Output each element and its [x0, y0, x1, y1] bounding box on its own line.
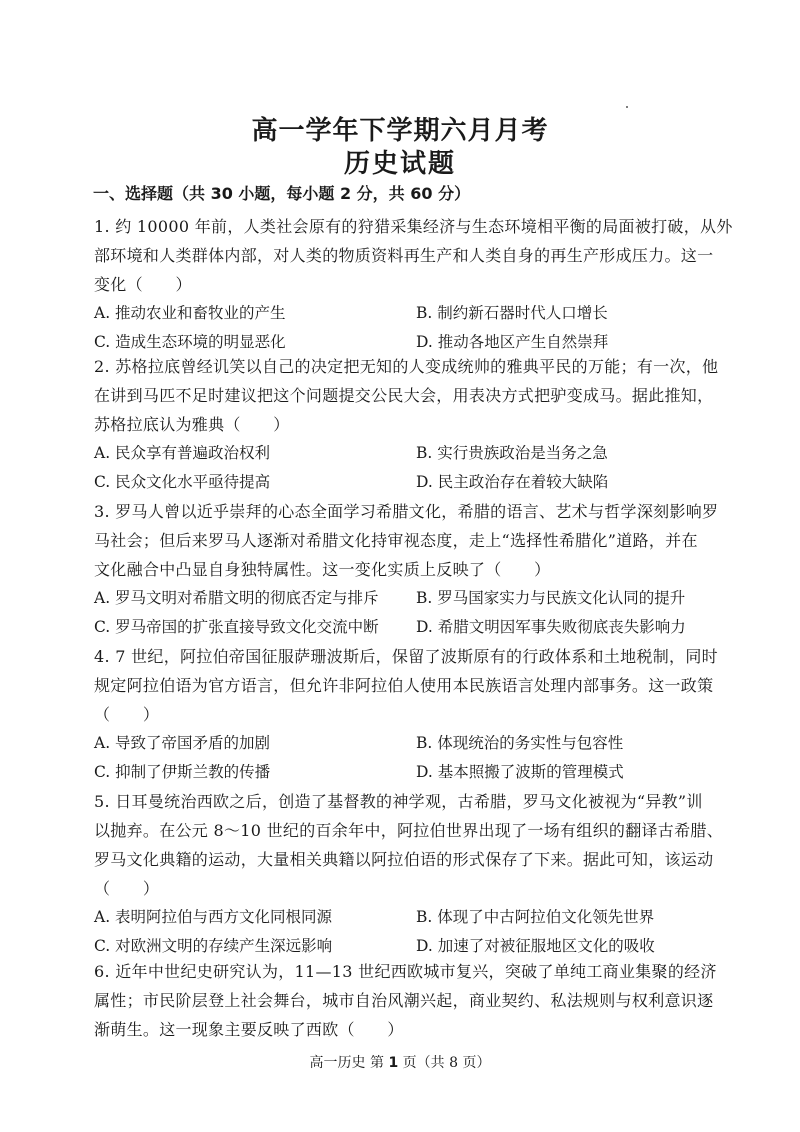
option-c: C. 罗马帝国的扩张直接导致文化交流中断 [94, 618, 379, 636]
stem-line: 马社会；但后来罗马人逐渐对希腊文化持审视态度，走上“选择性希腊化”道路，并在 [94, 531, 698, 550]
question-5 [94, 787, 724, 961]
stem-line: 2. 苏格拉底曾经讥笑以自己的决定把无知的人变成统帅的雅典平民的万能；有一次，他 [94, 357, 719, 376]
stem-line: 以抛弃。在公元 8～10 世纪的百余年中，阿拉伯世界出现了一场有组织的翻译古希腊、 [94, 821, 724, 840]
option-a: A. 罗马文明对希腊文明的彻底否定与排斥 [94, 589, 379, 607]
question-stem [94, 787, 724, 903]
question-stem [94, 352, 719, 439]
stem-line: 渐萌生。这一现象主要反映了西欧（ ） [94, 1020, 404, 1039]
footer-middle: 页（共 [398, 1055, 450, 1071]
option-c: C. 抑制了伊斯兰教的传播 [94, 763, 271, 781]
section-heading: 一、选择题（共 30 小题，每小题 2 分，共 60 分） [93, 184, 471, 203]
stem-line: （ ） [94, 705, 160, 724]
option-d: D. 希腊文明因军事失败彻底丧失影响力 [416, 618, 686, 636]
option-b: B. 制约新石器时代人口增长 [416, 304, 608, 322]
exam-subject: 历史试题 [343, 149, 456, 179]
option-b: B. 实行贵族政治是当务之急 [416, 444, 608, 462]
page-footer [0, 1054, 800, 1072]
footer-suffix: 页） [458, 1055, 491, 1071]
page-total: 8 [449, 1055, 459, 1071]
option-d: D. 基本照搬了波斯的管理模式 [416, 763, 624, 781]
stem-line: 苏格拉底认为雅典（ ） [94, 415, 290, 434]
option-c: C. 造成生态环境的明显恶化 [94, 333, 286, 351]
option-a: A. 推动农业和畜牧业的产生 [94, 304, 286, 322]
option-a: A. 导致了帝国矛盾的加剧 [94, 734, 271, 752]
stem-line: 4. 7 世纪，阿拉伯帝国征服萨珊波斯后，保留了波斯原有的行政体系和土地税制，同时 [94, 647, 718, 666]
stem-line: 在讲到马匹不足时建议把这个问题提交公民大会，用表决方式把驴变成马。据此推知， [94, 386, 714, 405]
options [94, 439, 716, 497]
stem-line: （ ） [94, 879, 160, 898]
option-d: D. 民主政治存在着较大缺陷 [416, 473, 609, 491]
page-number: 1 [388, 1055, 399, 1071]
option-d: D. 加速了对被征服地区文化的吸收 [416, 937, 655, 955]
stem-line: 5. 日耳曼统治西欧之后，创造了基督教的神学观，古希腊，罗马文化被视为“异教”训 [94, 792, 703, 811]
question-stem [94, 497, 719, 584]
question-stem [94, 957, 716, 1044]
question-stem [94, 212, 733, 299]
stem-line: 属性；市民阶层登上社会舞台，城市自治风潮兴起，商业契约、私法规则与权利意识逐 [94, 991, 714, 1010]
options [94, 299, 716, 357]
stem-line: 规定阿拉伯语为官方语言，但允许非阿拉伯人使用本民族语言处理内部事务。这一政策 [94, 676, 714, 695]
question-1 [94, 212, 733, 357]
option-d: D. 推动各地区产生自然崇拜 [416, 333, 609, 351]
exam-title: 高一学年下学期六月月考 [251, 116, 549, 146]
options [94, 903, 716, 961]
option-b: B. 体现了中古阿拉伯文化领先世界 [416, 908, 655, 926]
question-3 [94, 497, 719, 642]
stem-line: 1. 约 10000 年前，人类社会原有的狩猎采集经济与生态环境相平衡的局面被打破，从外 [94, 217, 733, 236]
stem-line: 罗马文化典籍的运动，大量相关典籍以阿拉伯语的形式保存了下来。据此可知，该运动 [94, 850, 714, 869]
option-c: C. 民众文化水平亟待提高 [94, 473, 271, 491]
option-a: A. 表明阿拉伯与西方文化同根同源 [94, 908, 333, 926]
question-4 [94, 642, 716, 787]
stem-line: 部环境和人类群体内部，对人类的物质资料再生产和人类自身的再生产形成压力。这一 [94, 246, 714, 265]
stem-line: 变化（ ） [94, 275, 192, 294]
option-c: C. 对欧洲文明的存续产生深远影响 [94, 937, 333, 955]
question-2 [94, 352, 719, 497]
scan-speck [626, 106, 628, 108]
stem-line: 文化融合中凸显自身独特属性。这一变化实质上反映了（ ） [94, 560, 551, 579]
options [94, 584, 716, 642]
options [94, 729, 716, 787]
option-b: B. 罗马国家实力与民族文化认同的提升 [416, 589, 686, 607]
option-b: B. 体现统治的务实性与包容性 [416, 734, 624, 752]
stem-line: 3. 罗马人曾以近乎崇拜的心态全面学习希腊文化，希腊的语言、艺术与哲学深刻影响罗 [94, 502, 719, 521]
question-6 [94, 957, 716, 1044]
footer-prefix: 高一历史 第 [309, 1055, 389, 1071]
question-stem [94, 642, 716, 729]
stem-line: 6. 近年中世纪史研究认为，11—13 世纪西欧城市复兴，突破了单纯工商业集聚的经济 [94, 962, 717, 981]
option-a: A. 民众享有普遍政治权利 [94, 444, 271, 462]
